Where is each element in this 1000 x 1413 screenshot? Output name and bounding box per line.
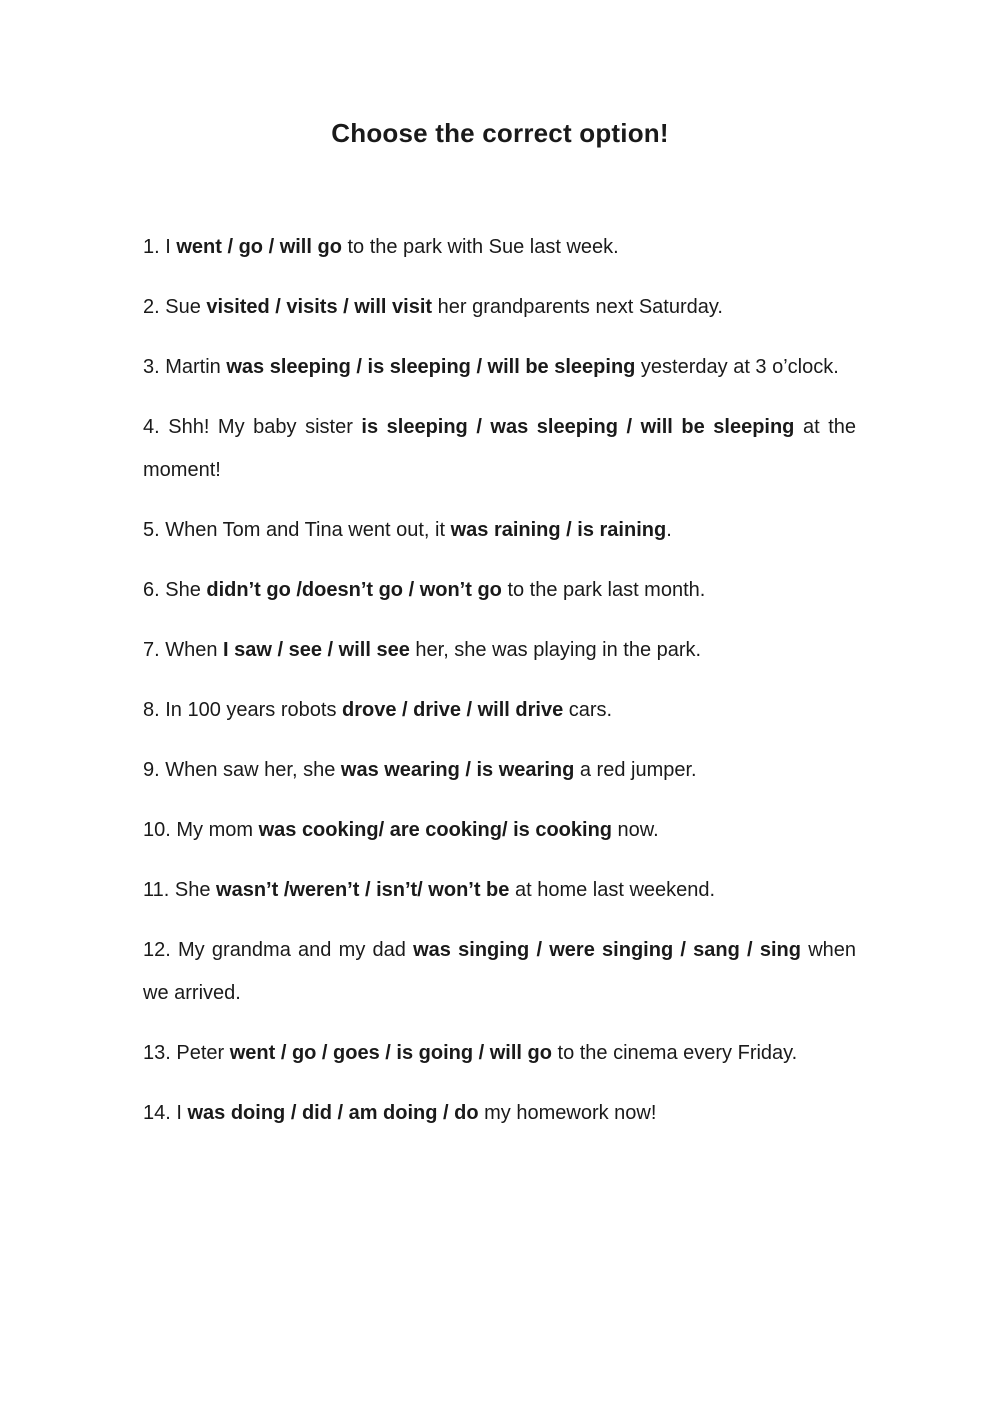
question-text-before: 10. My mom — [143, 819, 259, 841]
question-item-14 — [143, 1092, 856, 1135]
question-text-after: at home last weekend. — [509, 879, 716, 901]
answer-options[interactable]: was singing / were singing / sang / sing — [413, 939, 801, 961]
answer-options[interactable]: went / go / will go — [176, 236, 342, 258]
answer-options[interactable]: was sleeping / is sleeping / will be sleeping — [226, 356, 636, 378]
question-text-before: 4. Shh! My baby sister — [143, 416, 362, 438]
question-item-2 — [143, 286, 856, 329]
question-text-after: when we arrived. — [143, 939, 857, 1004]
question-item-5 — [143, 509, 856, 552]
question-item-13 — [143, 1032, 856, 1075]
question-text-before: 8. In 100 years robots — [143, 699, 343, 721]
question-text-before: 6. She — [143, 579, 207, 601]
question-text-after: a red jumper. — [574, 759, 697, 781]
question-item-1 — [143, 226, 856, 269]
question-text-before: 13. Peter — [143, 1042, 230, 1064]
question-text-before: 11. She — [143, 879, 217, 901]
question-text-before: 12. My grandma and my dad — [143, 939, 414, 961]
question-list — [143, 226, 856, 1152]
question-item-11 — [143, 869, 856, 912]
question-text-after: yesterday at 3 o’clock. — [635, 356, 839, 378]
question-item-10 — [143, 809, 856, 852]
question-item-9 — [143, 749, 856, 792]
answer-options[interactable]: wasn’t /weren’t / isn’t/ won’t be — [216, 879, 510, 901]
question-text-before: 14. I — [143, 1102, 188, 1124]
answer-options[interactable]: visited / visits / will visit — [206, 296, 433, 318]
answer-options[interactable]: I saw / see / will see — [223, 639, 410, 661]
question-text-after: my homework now! — [478, 1102, 657, 1124]
answer-options[interactable]: was raining / is raining — [450, 519, 667, 541]
question-text-before: 9. When saw her, she — [143, 759, 341, 781]
question-item-7 — [143, 629, 856, 672]
question-text-before: 3. Martin — [143, 356, 227, 378]
question-text-after: her grandparents next Saturday. — [432, 296, 723, 318]
answer-options[interactable]: drove / drive / will drive — [342, 699, 564, 721]
answer-options[interactable]: was wearing / is wearing — [340, 759, 575, 781]
question-text-before: 7. When — [143, 639, 224, 661]
question-text-before: 5. When Tom and Tina went out, it — [143, 519, 451, 541]
question-item-12 — [143, 929, 856, 1015]
answer-options[interactable]: was doing / did / am doing / do — [187, 1102, 479, 1124]
answer-options[interactable]: is sleeping / was sleeping / will be sleeping — [361, 416, 795, 438]
answer-options[interactable]: went / go / goes / is going / will go — [229, 1042, 552, 1064]
question-item-6 — [143, 569, 856, 612]
worksheet-title: Choose the correct option! — [331, 118, 669, 148]
question-text-after: her, she was playing in the park. — [409, 639, 702, 661]
question-text-after: at the moment! — [143, 416, 856, 481]
question-text-after: to the cinema every Friday. — [551, 1042, 798, 1064]
question-text-after: now. — [612, 819, 659, 841]
answer-options[interactable]: didn’t go /doesn’t go / won’t go — [206, 579, 502, 601]
question-text-after: to the park last month. — [501, 579, 706, 601]
question-text-before: 1. I — [143, 236, 177, 258]
question-item-8 — [143, 689, 856, 732]
question-text-after: . — [666, 519, 672, 541]
question-text-after: cars. — [563, 699, 613, 721]
answer-options[interactable]: was cooking/ are cooking/ is cooking — [258, 819, 612, 841]
question-text-before: 2. Sue — [143, 296, 207, 318]
question-item-3 — [143, 346, 856, 389]
question-text-after: to the park with Sue last week. — [341, 236, 619, 258]
question-item-4 — [143, 406, 856, 492]
